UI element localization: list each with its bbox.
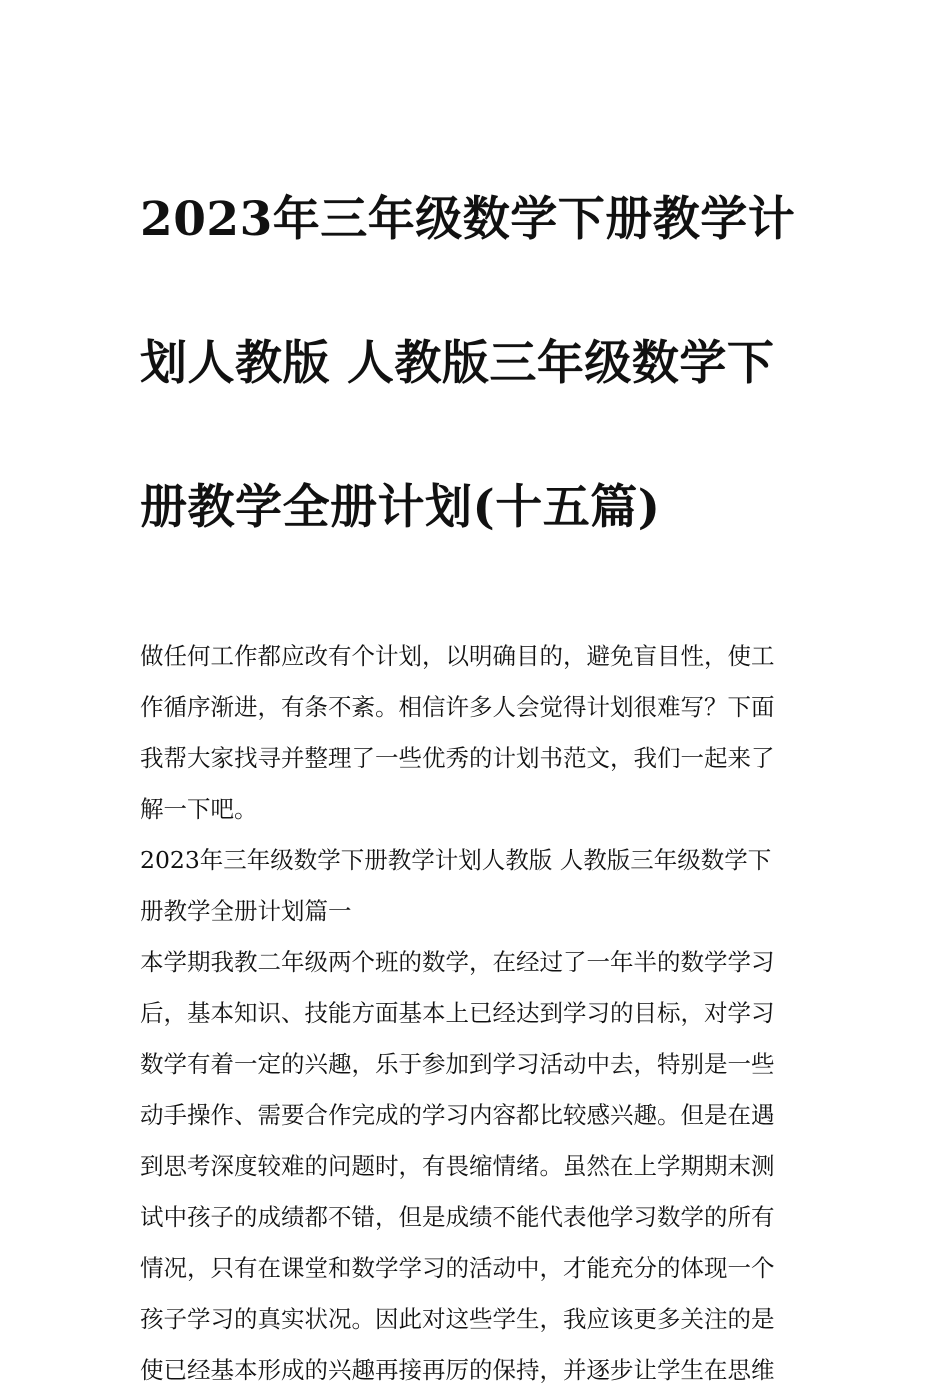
title-line: 册教学全册计划(十五篇) xyxy=(140,480,661,535)
body-paragraph xyxy=(140,937,812,1396)
text-line: 我帮大家找寻并整理了一些优秀的计划书范文，我们一起来了 xyxy=(140,744,775,772)
text-line: 后，基本知识、技能方面基本上已经达到学习的目标，对学习 xyxy=(140,999,775,1027)
text-line: 到思考深度较难的问题时，有畏缩情绪。虽然在上学期期末测 xyxy=(140,1152,775,1180)
title-line: 2023年三年级数学下册教学计 xyxy=(140,192,796,247)
text-line: 作循序渐进，有条不紊。相信许多人会觉得计划很难写？下面 xyxy=(140,693,775,721)
document-body xyxy=(140,631,812,1396)
text-line: 孩子学习的真实状况。因此对这些学生，我应该更多关注的是 xyxy=(140,1305,775,1333)
text-line: 做任何工作都应改有个计划，以明确目的，避免盲目性，使工 xyxy=(140,642,775,670)
text-line: 本学期我教二年级两个班的数学，在经过了一年半的数学学习 xyxy=(140,948,775,976)
section-heading xyxy=(140,835,812,937)
intro-paragraph xyxy=(140,631,812,835)
text-line: 2023年三年级数学下册教学计划人教版 人教版三年级数学下 xyxy=(140,846,772,874)
text-line: 动手操作、需要合作完成的学习内容都比较感兴趣。但是在遇 xyxy=(140,1101,775,1129)
text-line: 册教学全册计划篇一 xyxy=(140,897,352,925)
text-line: 数学有着一定的兴趣，乐于参加到学习活动中去，特别是一些 xyxy=(140,1050,775,1078)
text-line: 情况，只有在课堂和数学学习的活动中，才能充分的体现一个 xyxy=(140,1254,775,1282)
title-line: 划人教版 人教版三年级数学下 xyxy=(140,336,775,391)
text-line: 使已经基本形成的兴趣再接再厉的保持，并逐步让学生在思维 xyxy=(140,1356,775,1384)
document-page xyxy=(140,112,812,1396)
text-line: 试中孩子的成绩都不错，但是成绩不能代表他学习数学的所有 xyxy=(140,1203,775,1231)
text-line: 解一下吧。 xyxy=(140,795,258,823)
document-title xyxy=(140,112,812,616)
